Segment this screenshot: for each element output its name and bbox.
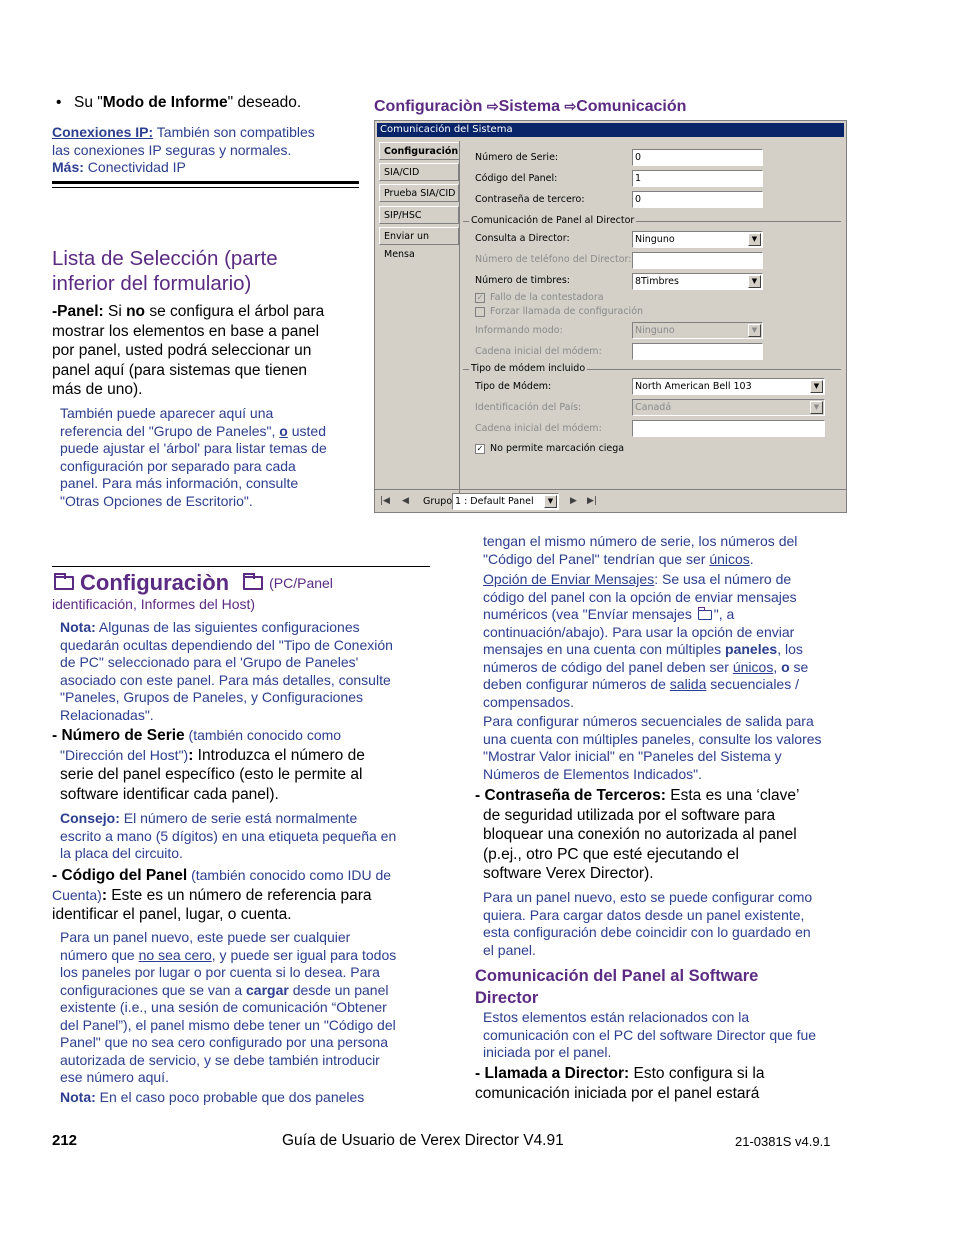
next-record-icon[interactable]: ▶ — [570, 496, 577, 506]
tab-configuracion[interactable]: Configuración — [379, 142, 459, 160]
conexiones-link[interactable]: Conexiones IP: — [52, 124, 154, 140]
contrasena-description: - Contraseña de Terceros: Esta es una ‘clave’ de seguridad utilizada por el software para bloquear una conexión no autorizada al panel (p.ej., otro PC que esté ejecutando el software Verex Director). — [475, 787, 800, 882]
tab-sip-hsc[interactable]: SIP/HSC — [379, 206, 459, 224]
folder-icon — [243, 576, 263, 590]
tab-enviar-mensaje[interactable]: Enviar un Mensa — [379, 227, 459, 245]
marcacion-checkbox[interactable]: ✓ — [476, 444, 484, 453]
grupo-select[interactable]: 1 : Default Panel ▼ — [452, 493, 559, 510]
fallo-checkbox[interactable]: ✓ — [476, 293, 484, 302]
last-record-icon[interactable]: ▶| — [587, 496, 597, 506]
llamada-description: - Llamada a Director: Esto configura si la comunicación iniciada por el panel estará — [475, 1065, 765, 1102]
group-tipo-modem: Tipo de módem incluido — [471, 363, 586, 374]
divider — [52, 181, 359, 184]
consulta-label: Consulta a Director: — [475, 233, 570, 244]
group-panel-director: Comunicación de Panel al Director — [471, 215, 635, 226]
comm-heading: Comunicación del Panel al Software Director — [475, 967, 759, 1007]
marcacion-label: No permite marcación ciega — [490, 443, 625, 454]
opcion-link[interactable]: Opción de Enviar Mensajes — [483, 571, 655, 587]
lista-note: También puede aparecer aquí una referencia del "Grupo de Paneles", o usted puede ajustar el 'árbol' para listar temas de configuración por separado para cada panel. Para más información, consulte "Otras Opciones de Escritorio". — [60, 405, 327, 509]
codigo-label: Código del Panel: — [475, 173, 558, 184]
prev-record-icon[interactable]: ◀ — [402, 496, 409, 506]
window-title: Comunicación del Sistema — [377, 123, 844, 137]
secuenciales-paragraph: Para configurar números secuenciales de salida para una cuenta con múltiples paneles, consulte los valores "Mostrar Valor inicial" en "Paneles del Sistema y Números de Elementos Indicados". — [483, 713, 822, 782]
folder-icon — [698, 610, 712, 620]
page-number: 212 — [52, 1132, 78, 1149]
timbres-select[interactable]: 8Timbres ▼ — [632, 273, 763, 290]
lista-heading: Lista de Selección (parte inferior del formulario) — [52, 247, 278, 295]
first-record-icon[interactable]: |◀ — [380, 496, 390, 506]
codigo-input[interactable]: 1 — [632, 170, 763, 187]
footer-title: Guía de Usuario de Verex Director V4.91 — [282, 1132, 564, 1149]
arrow-right-icon: ⇨ — [564, 98, 577, 114]
chevron-down-icon[interactable]: ▼ — [748, 275, 761, 288]
consulta-select[interactable]: Ninguno ▼ — [632, 231, 763, 248]
folder-icon — [54, 576, 74, 590]
contra-label: Contraseña de tercero: — [475, 194, 585, 205]
pais-select[interactable]: Canadá ▼ — [632, 399, 825, 416]
telefono-label: Número de teléfono del Director: — [475, 254, 632, 265]
forzar-label: Forzar llamada de configuración — [490, 306, 644, 317]
comm-description: Estos elementos están relacionados con la comunicación con el PC del software Director que fue iniciada por el panel. — [483, 1009, 817, 1060]
contra-input[interactable]: 0 — [632, 191, 763, 208]
informando-select[interactable]: Ninguno ▼ — [632, 322, 763, 339]
panel-description: -Panel: Si no se configura el árbol para mostrar los elementos en base a panel por panel, usted podrá seleccionar un panel aquí (para sistemas que tienen más de uno). — [52, 303, 325, 398]
chevron-down-icon[interactable]: ▼ — [748, 324, 761, 337]
chevron-down-icon[interactable]: ▼ — [810, 380, 823, 393]
comunicacion-window — [374, 120, 847, 513]
serie-description: - Número de Serie (también conocido como "Dirección del Host"): Introduzca el número de serie del panel específico (esto le permite al software identificar cada panel). — [52, 727, 365, 803]
panel-nuevo-note: Para un panel nuevo, este puede ser cualquier número que no sea cero, y puede ser igual para todos los paneles por lugar o por cuenta si lo desea. Para configuraciones que se van a cargar desde un panel existente (i.e., una sesión de comunicación “Obtener del Panel”), el panel mismo debe tener un "Código del Panel" que no sea cero configurado por una persona autorizada de servicio, y se debe también introducir ese número aquí. — [60, 929, 397, 1085]
cadena2-label: Cadena inicial del módem: — [475, 423, 602, 434]
config-subheading: identificación, Informes del Host) — [52, 596, 256, 612]
arrow-right-icon: ⇨ — [486, 98, 499, 114]
chevron-down-icon[interactable]: ▼ — [544, 495, 557, 508]
panel-nuevo-note-right: Para un panel nuevo, esto se puede configurar como quiera. Para cargar datos desde un panel existente, esta configuración debe coincidir con lo guardado en el panel. — [483, 889, 813, 958]
cadena1-label: Cadena inicial del módem: — [475, 346, 602, 357]
chevron-down-icon[interactable]: ▼ — [810, 401, 823, 414]
bullet-bold: Modo de Informe — [102, 94, 228, 111]
consejo-note: Consejo: El número de serie está normalmente escrito a mano (5 dígitos) en una etiqueta pequeña en la placa del circuito. — [60, 810, 397, 861]
nota2: Nota: En el caso poco probable que dos paneles — [60, 1089, 365, 1105]
forzar-checkbox[interactable] — [475, 307, 485, 317]
grupo-label: Grupo — [423, 496, 453, 507]
divider — [52, 187, 359, 188]
chevron-down-icon[interactable]: ▼ — [748, 233, 761, 246]
cadena1-input[interactable] — [632, 343, 763, 360]
config-heading: Configuraciòn (PC/Panel — [52, 570, 432, 596]
tab-sia-cid[interactable]: SIA/CID — [379, 163, 459, 181]
doc-code: 21-0381S v4.9.1 — [735, 1134, 831, 1149]
serie-input[interactable]: 0 — [632, 149, 763, 166]
timbres-label: Número de timbres: — [475, 275, 570, 286]
bullet-dot: • — [56, 94, 62, 111]
telefono-input[interactable] — [632, 252, 763, 269]
section-rule — [52, 566, 430, 567]
tipo-select[interactable]: North American Bell 103 ▼ — [632, 378, 825, 395]
tipo-label: Tipo de Módem: — [475, 381, 552, 392]
pais-label: Identificación del País: — [475, 402, 582, 413]
cadena2-input[interactable] — [632, 420, 825, 437]
opcion-paragraph: Opción de Enviar Mensajes: Se usa el número de código del panel con la opción de enviar mensajes numéricos (vea "Envíar mensajes ", a continuación/abajo). Para usar la opción de enviar mensajes en una cuenta con múltiples paneles, los números de código del panel deben ser únicos, o se deben configurar números de salida secuenciales / compensados. — [483, 571, 809, 710]
cont-paragraph: tengan el mismo número de serie, los números del "Código del Panel" tendrían que ser únicos. — [483, 533, 798, 567]
config-nota: Nota: Algunas de las siguientes configuraciones quedarán ocultas dependiendo del "Tipo de Conexión de PC" seleccionado para el 'Grupo de Paneles' asociado con este panel. Para más detalles, consulte "Paneles, Grupos de Paneles, y Configuraciones Relacionadas". — [60, 619, 393, 723]
serie-label: Número de Serie: — [475, 152, 559, 163]
fallo-label: Fallo de la contestadora — [490, 292, 604, 303]
codigo-description: - Código del Panel (también conocido como IDU de Cuenta): Este es un número de referencia para identificar el panel, lugar, o cuenta. — [52, 867, 392, 923]
mode-bullet: • Su "Modo de Informe" deseado. — [56, 94, 302, 111]
breadcrumb: Configuraciòn ⇨Sistema ⇨Comunicación — [374, 98, 687, 115]
tab-prueba-sia-cid[interactable]: Prueba SIA/CID — [379, 184, 459, 202]
conexiones-note: Conexiones IP: También son compatibles las conexiones IP seguras y normales. Más: Conectividad IP — [52, 124, 315, 175]
informando-label: Informando modo: — [475, 325, 563, 336]
